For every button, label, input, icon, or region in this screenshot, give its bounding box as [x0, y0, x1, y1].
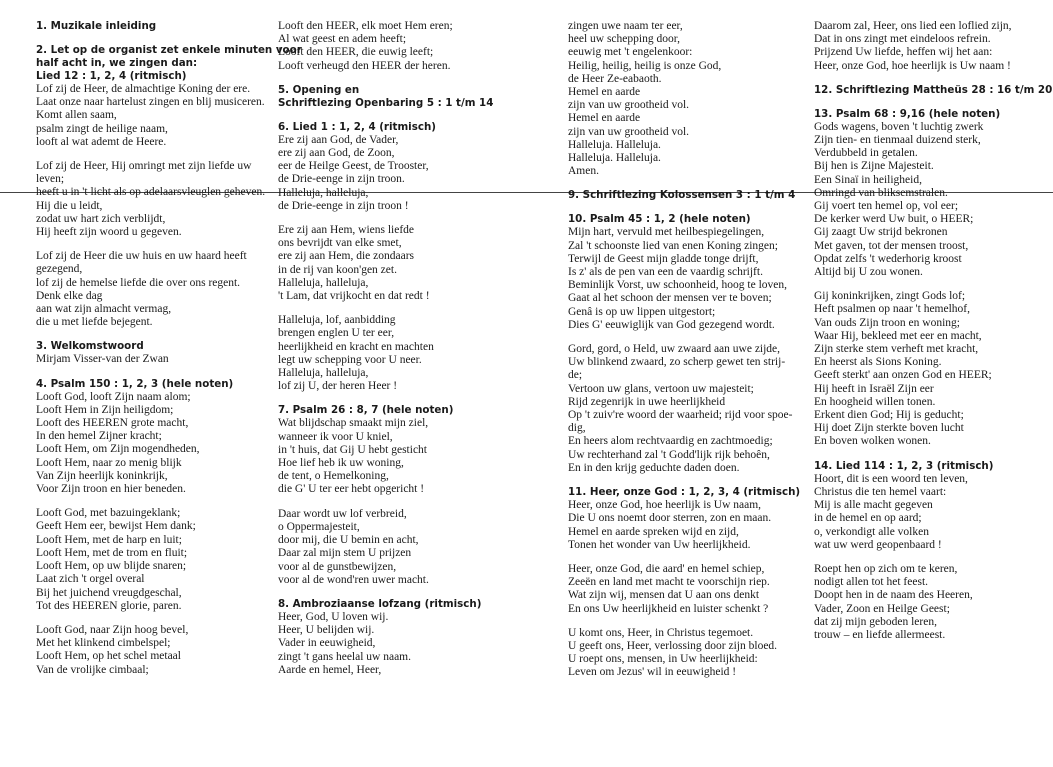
- text-line: Ere zij aan Hem, wiens liefde: [278, 224, 415, 237]
- text-line: de Heer Ze-eabaoth.: [568, 72, 662, 85]
- section-heading: 12. Schriftlezing Mattheüs 28 : 16 t/m 20: [814, 83, 1053, 96]
- text-line: Looft Hem, met de trom en fluit;: [36, 546, 188, 559]
- text-line: Gij koninkrijken, zingt Gods lof;: [814, 290, 966, 303]
- text-line: die u met liefde bejegent.: [36, 316, 153, 329]
- text-line: Hoe lief heb ik uw woning,: [278, 457, 404, 470]
- text-line: Terwijl de Geest mijn gladde tonge drijft,: [568, 252, 759, 265]
- text-line: looft al wat ademt de Heere.: [36, 135, 167, 148]
- text-line: Amen.: [568, 165, 599, 178]
- section-block: [278, 508, 528, 587]
- section-block: [36, 340, 276, 366]
- text-line: Geeft Hem eer, bewijst Hem dank;: [36, 520, 196, 533]
- text-line: zijn van uw grootheid vol.: [568, 99, 690, 112]
- text-line: Hemel en aarde: [568, 112, 641, 125]
- text-line: Heer, onze God, die aard' en hemel schiep,: [568, 562, 765, 575]
- text-line: Met het klinkend cimbelspel;: [36, 637, 171, 650]
- text-line: Doopt hen in de naam des Heeren,: [814, 589, 973, 602]
- text-line: die G' U ter eer hebt opgericht !: [278, 483, 425, 496]
- text-line: En hoogheid willen tonen.: [814, 395, 936, 408]
- section-block: [814, 20, 1050, 73]
- text-line: Bij het juichend vreugdgeschal,: [36, 586, 182, 599]
- text-line: Looft God, looft Zijn naam alom;: [36, 390, 191, 403]
- text-line: Looft Hem, op uw blijde snaren;: [36, 560, 187, 573]
- section-heading: 4. Psalm 150 : 1, 2, 3 (hele noten): [36, 377, 234, 390]
- text-line: Lof zij de Heer, Hij omringt met zijn liefde uw: [36, 160, 252, 173]
- text-line: zodat uw hart zich verblijdt,: [36, 212, 166, 225]
- text-line: Dies G' eeuwiglijk van God gezegend wordt.: [568, 318, 775, 331]
- section-heading: 13. Psalm 68 : 9,16 (hele noten): [814, 107, 1001, 120]
- text-line: Daar zal mijn stem U prijzen: [278, 547, 412, 560]
- text-line: o Oppermajesteit,: [278, 520, 360, 533]
- section-heading: 8. Ambroziaanse lofzang (ritmisch): [278, 597, 482, 610]
- section-heading: 14. Lied 114 : 1, 2, 3 (ritmisch): [814, 459, 994, 472]
- text-line: lof zij U, der heren Heer !: [278, 380, 398, 393]
- section-block: [36, 160, 276, 239]
- section-heading: Lied 12 : 1, 2, 4 (ritmisch): [36, 70, 187, 82]
- text-line: eeuwig met 't engelenkoor:: [568, 46, 693, 59]
- text-line: Looft den HEER, elk moet Hem eren;: [278, 20, 453, 32]
- text-line: Looft Hem in Zijn heiligdom;: [36, 403, 174, 416]
- text-line: Altijd bij U zou wonen.: [814, 266, 923, 279]
- text-line: U roept ons, mensen, in Uw heerlijkheid:: [568, 653, 758, 666]
- text-line: eer de Heilge Geest, de Trooster,: [278, 160, 429, 173]
- section-block: [36, 250, 276, 329]
- section-block: [568, 343, 812, 475]
- text-line: Opdat zelfs 't wederhorig kroost: [814, 252, 962, 265]
- text-line: Gods wagens, boven 't luchtig zwerk: [814, 120, 984, 133]
- section-block: [568, 189, 812, 202]
- text-line: Hij die u leidt,: [36, 199, 103, 212]
- section-block: [278, 404, 528, 496]
- text-line: heeft u in 't licht als op adelaarsvleuglen geheven.: [36, 186, 266, 199]
- text-line: Heer, God, U loven wij.: [278, 610, 389, 623]
- section-heading: 2. Let op de organist zet enkele minuten voor: [36, 44, 302, 56]
- text-line: Daarom zal, Heer, ons lied een loflied zijn,: [814, 20, 1012, 32]
- section-block: [278, 20, 528, 73]
- text-line: Hemel en aarde: [568, 86, 641, 99]
- text-line: in 't huis, dat Gij U hebt gesticht: [278, 443, 428, 456]
- text-line: in de rij van koon'gen zet.: [278, 263, 397, 276]
- text-line: trouw – en liefde allermeest.: [814, 628, 946, 641]
- section-heading: half acht in, we zingen dan:: [36, 57, 198, 69]
- text-line: Looft den HEER, die euwig leeft;: [278, 46, 434, 59]
- section-heading: 10. Psalm 45 : 1, 2 (hele noten): [568, 213, 751, 226]
- section-block: [278, 224, 528, 303]
- text-line: Looft God, naar Zijn hoog bevel,: [36, 623, 189, 636]
- text-line: Zeeën en land met macht te voorschijn riep.: [568, 576, 770, 589]
- text-line: Lof zij de Heer, de almachtige Koning der ere.: [36, 83, 251, 95]
- text-line: Hoort, dit is een woord ten leven,: [814, 472, 968, 485]
- text-line: Zal 't schoonste lied van enen Koning zingen;: [568, 239, 778, 252]
- text-line: Van ouds Zijn troon en woning;: [814, 316, 960, 329]
- text-line: Halleluja, halleluja,: [278, 276, 369, 289]
- column-3: [568, 20, 812, 680]
- section-block: [36, 507, 276, 613]
- text-line: psalm zingt de heilige naam,: [36, 122, 168, 135]
- text-line: Al wat geest en adem heeft;: [278, 33, 407, 46]
- text-line: Van Zijn heerlijk koninkrijk,: [36, 469, 168, 482]
- text-line: Wat blijdschap smaakt mijn ziel,: [278, 417, 429, 430]
- section-block: [814, 83, 1053, 97]
- text-line: Voor Zijn troon en hier beneden.: [36, 483, 186, 496]
- text-line: Mij is alle macht gegeven: [814, 499, 933, 512]
- section-heading: 7. Psalm 26 : 8, 7 (hele noten): [278, 404, 454, 417]
- text-line: Gaat al het schoon der mensen ver te boven;: [568, 292, 772, 305]
- text-line: Looft Hem, om Zijn mogendheden,: [36, 443, 200, 456]
- text-line: ere zij aan God, de Zoon,: [278, 147, 395, 160]
- text-line: Vader, Zoon en Heilge Geest;: [814, 602, 950, 615]
- text-line: Looft Hem, naar zo menig blijk: [36, 456, 182, 469]
- text-line: En heerst als Sions Koning.: [814, 356, 942, 369]
- text-line: Gij zaagt Uw strijd bekronen: [814, 226, 948, 239]
- text-line: Halleluja, lof, aanbidding: [278, 314, 396, 327]
- text-line: voor al de wond'ren uwer macht.: [278, 573, 429, 586]
- text-line: Gij voert ten hemel op, vol eer;: [814, 200, 959, 213]
- text-line: Mijn hart, vervuld met heilbespiegelingen,: [568, 226, 765, 239]
- section-block: [36, 20, 276, 33]
- text-line: Uw rechterhand zal 't Godd'lijk rijk behoên,: [568, 448, 770, 461]
- text-line: Halleluja. Halleluja.: [568, 152, 661, 165]
- text-line: Een Sinaï in heiligheid,: [814, 173, 922, 186]
- text-line: Hemel en aarde spreken wijd en zijd,: [568, 525, 739, 538]
- text-line: de tent, o Hemelkoning,: [278, 470, 389, 483]
- section-heading: 11. Heer, onze God : 1, 2, 3, 4 (ritmisch): [568, 486, 801, 499]
- section-block: [278, 121, 528, 213]
- text-line: Zijn sterke stem verheft met kracht,: [814, 343, 979, 356]
- text-line: De kerker werd Uw buit, o HEER;: [814, 213, 974, 226]
- text-line: Zijn tien- en tienmaal duizend sterk,: [814, 134, 981, 147]
- section-block: [36, 378, 276, 497]
- text-line: Hij doet Zijn sterkte boven lucht: [814, 422, 964, 435]
- text-line: Roept hen op zich om te keren,: [814, 562, 958, 575]
- text-line: Op 't zuiv're woord der waarheid; rijd voor spoe-: [568, 409, 793, 422]
- text-line: heel uw schepping door,: [568, 33, 680, 46]
- text-line: Die U ons noemt door sterren, zon en maan.: [568, 512, 772, 525]
- text-line: de Drie-eenge in zijn troon !: [278, 199, 409, 212]
- text-line: zijn van uw grootheid vol.: [568, 125, 690, 138]
- text-line: Komt allen saam,: [36, 109, 117, 122]
- section-block: [568, 20, 812, 178]
- text-line: dat zij mijn geboden leren,: [814, 615, 937, 628]
- text-line: ons bevrijdt van elke smet,: [278, 237, 402, 250]
- text-line: Genâ is op uw lippen uitgestort;: [568, 305, 716, 318]
- text-line: Dat in ons zingt met eindeloos refrein.: [814, 33, 991, 46]
- text-line: En heers alom rechtvaardig en zachtmoedig;: [568, 435, 773, 448]
- text-line: Omringd van bliksemstralen.: [814, 186, 948, 199]
- section-block: [278, 84, 528, 110]
- text-line: brengen englen U ter eer,: [278, 327, 395, 340]
- text-line: Ere zij aan God, de Vader,: [278, 133, 399, 146]
- text-line: voor al de gunstbewijzen,: [278, 560, 397, 573]
- section-block: [814, 108, 1050, 279]
- section-heading: 1. Muzikale inleiding: [36, 20, 157, 32]
- text-line: nodigt allen tot het feest.: [814, 576, 929, 589]
- text-line: Rijd zegenrijk in uwe heerlijkheid: [568, 395, 726, 408]
- text-line: Hij heeft zijn woord u gegeven.: [36, 226, 182, 239]
- section-block: [278, 598, 528, 677]
- text-line: in de hemel en op aard;: [814, 512, 922, 525]
- text-line: Erkent dien God; Hij is geducht;: [814, 409, 964, 422]
- text-line: o, verkondigt alle volken: [814, 525, 929, 538]
- text-line: Hij heeft in Israël Zijn eer: [814, 382, 934, 395]
- text-line: Heilig, heilig, heilig is onze God,: [568, 59, 722, 72]
- text-line: Wat zijn wij, mensen dat U aan ons denkt: [568, 589, 760, 602]
- text-line: 't Lam, dat vrijkocht en dat redt !: [278, 290, 430, 303]
- text-line: Waar Hij, bekleed met eer en macht,: [814, 329, 982, 342]
- text-line: legt uw schepping voor U neer.: [278, 353, 422, 366]
- text-line: Halleluja. Halleluja.: [568, 138, 661, 151]
- text-line: En boven wolken wonen.: [814, 435, 931, 448]
- text-line: Is z' als de pen van een de vaardig schrijft.: [568, 266, 763, 279]
- text-line: Heer, onze God, hoe heerlijk is Uw naam !: [814, 59, 1011, 72]
- text-line: Tot des HEEREN glorie, paren.: [36, 599, 182, 612]
- section-block: [568, 486, 812, 552]
- text-line: Uw blinkend zwaard, zo scherp gewet ten strij-: [568, 356, 786, 369]
- text-line: zingen uwe naam ter eer,: [568, 20, 683, 32]
- text-line: dig,: [568, 422, 586, 435]
- column-4: [814, 20, 1053, 642]
- section-block: [36, 624, 276, 677]
- text-line: En in den krijg geduchte daden doen.: [568, 461, 740, 474]
- text-line: Looft Hem, met de harp en luit;: [36, 533, 182, 546]
- text-line: Mirjam Visser-van der Zwan: [36, 353, 169, 366]
- section-heading: 5. Opening en: [278, 83, 360, 96]
- text-line: gezegend,: [36, 263, 83, 276]
- text-line: Geeft sterkt' aan onzen God en HEER;: [814, 369, 992, 382]
- text-line: de Drie-eenge in zijn troon.: [278, 173, 405, 186]
- text-line: leven;: [36, 173, 65, 186]
- text-line: Looft Hem, op het schel metaal: [36, 650, 181, 663]
- text-line: wat uw werd geopenbaard !: [814, 538, 942, 551]
- section-block: [568, 627, 812, 680]
- section-block: [814, 290, 1050, 448]
- section-block: [278, 314, 528, 393]
- text-line: U geeft ons, Heer, verlossing door zijn bloed.: [568, 639, 778, 652]
- text-line: Laat zich 't orgel overal: [36, 573, 145, 586]
- section-block: [814, 460, 1050, 552]
- text-line: aan wat zijn almacht vermag,: [36, 303, 172, 316]
- text-line: door mij, die U bemin en acht,: [278, 534, 419, 547]
- text-line: Verdubbeld in getalen.: [814, 147, 918, 160]
- text-line: Vader in eeuwigheid,: [278, 637, 376, 650]
- text-line: En ons Uw heerlijkheid en luister schenkt ?: [568, 602, 769, 615]
- text-line: wanneer ik voor U kniel,: [278, 430, 393, 443]
- text-line: Leven om Jezus' wil in eeuwigheid !: [568, 666, 737, 679]
- text-line: Prijzend Uw liefde, heffen wij het aan:: [814, 46, 993, 59]
- text-line: U komt ons, Heer, in Christus tegemoet.: [568, 626, 754, 639]
- text-line: Lof zij de Heer die uw huis en uw haard heeft: [36, 250, 247, 263]
- section-heading: 3. Welkomstwoord: [36, 340, 144, 353]
- text-line: In den hemel Zijner kracht;: [36, 430, 162, 443]
- section-heading: 6. Lied 1 : 1, 2, 4 (ritmisch): [278, 120, 436, 133]
- text-line: Looft des HEEREN grote macht,: [36, 417, 189, 430]
- text-line: Met gaven, tot der mensen troost,: [814, 239, 969, 252]
- section-heading: Schriftlezing Openbaring 5 : 1 t/m 14: [278, 96, 494, 109]
- text-line: Denk elke dag: [36, 289, 103, 302]
- text-line: Looft verheugd den HEER der heren.: [278, 59, 451, 72]
- text-line: Gord, gord, o Held, uw zwaard aan uwe zijde,: [568, 343, 781, 356]
- column-2: [278, 20, 528, 677]
- text-line: Van de vrolijke cimbaal;: [36, 663, 149, 676]
- text-line: Daar wordt uw lof verbreid,: [278, 507, 407, 520]
- text-line: Aarde en hemel, Heer,: [278, 663, 382, 676]
- text-line: ere zij aan Hem, die zondaars: [278, 250, 415, 263]
- section-block: [814, 563, 1050, 642]
- text-line: Heer, onze God, hoe heerlijk is Uw naam,: [568, 499, 762, 512]
- text-line: Halleluja, halleluja,: [278, 367, 369, 380]
- text-line: Beminlijk Vorst, uw schoonheid, hoog te loven,: [568, 279, 788, 292]
- text-line: Looft God, met bazuingeklank;: [36, 507, 181, 520]
- text-line: lof zij de hemelse liefde die over ons regent.: [36, 276, 241, 289]
- section-block: [36, 44, 302, 149]
- section-block: [568, 213, 812, 332]
- section-block: [568, 563, 812, 616]
- text-line: Heer, U belijden wij.: [278, 624, 375, 637]
- text-line: Tonen het wonder van Uw heerlijkheid.: [568, 538, 751, 551]
- text-line: de;: [568, 369, 583, 382]
- text-line: Halleluja, halleluja,: [278, 186, 369, 199]
- section-heading: 9. Schriftlezing Kolossensen 3 : 1 t/m 4: [568, 189, 796, 202]
- text-line: zingt 't gans heelal uw naam.: [278, 650, 412, 663]
- text-line: Laat onze naar hartelust zingen en blij musiceren.: [36, 96, 265, 109]
- text-line: Bij hen is Zijne Majesteit.: [814, 160, 934, 173]
- column-1: [36, 20, 302, 677]
- text-line: Vertoon uw glans, vertoon uw majesteit;: [568, 382, 754, 395]
- text-line: Heft psalmen op naar 't hemelhof,: [814, 303, 970, 316]
- text-line: heerlijkheid en kracht en machten: [278, 340, 434, 353]
- text-line: Christus die ten hemel vaart:: [814, 485, 947, 498]
